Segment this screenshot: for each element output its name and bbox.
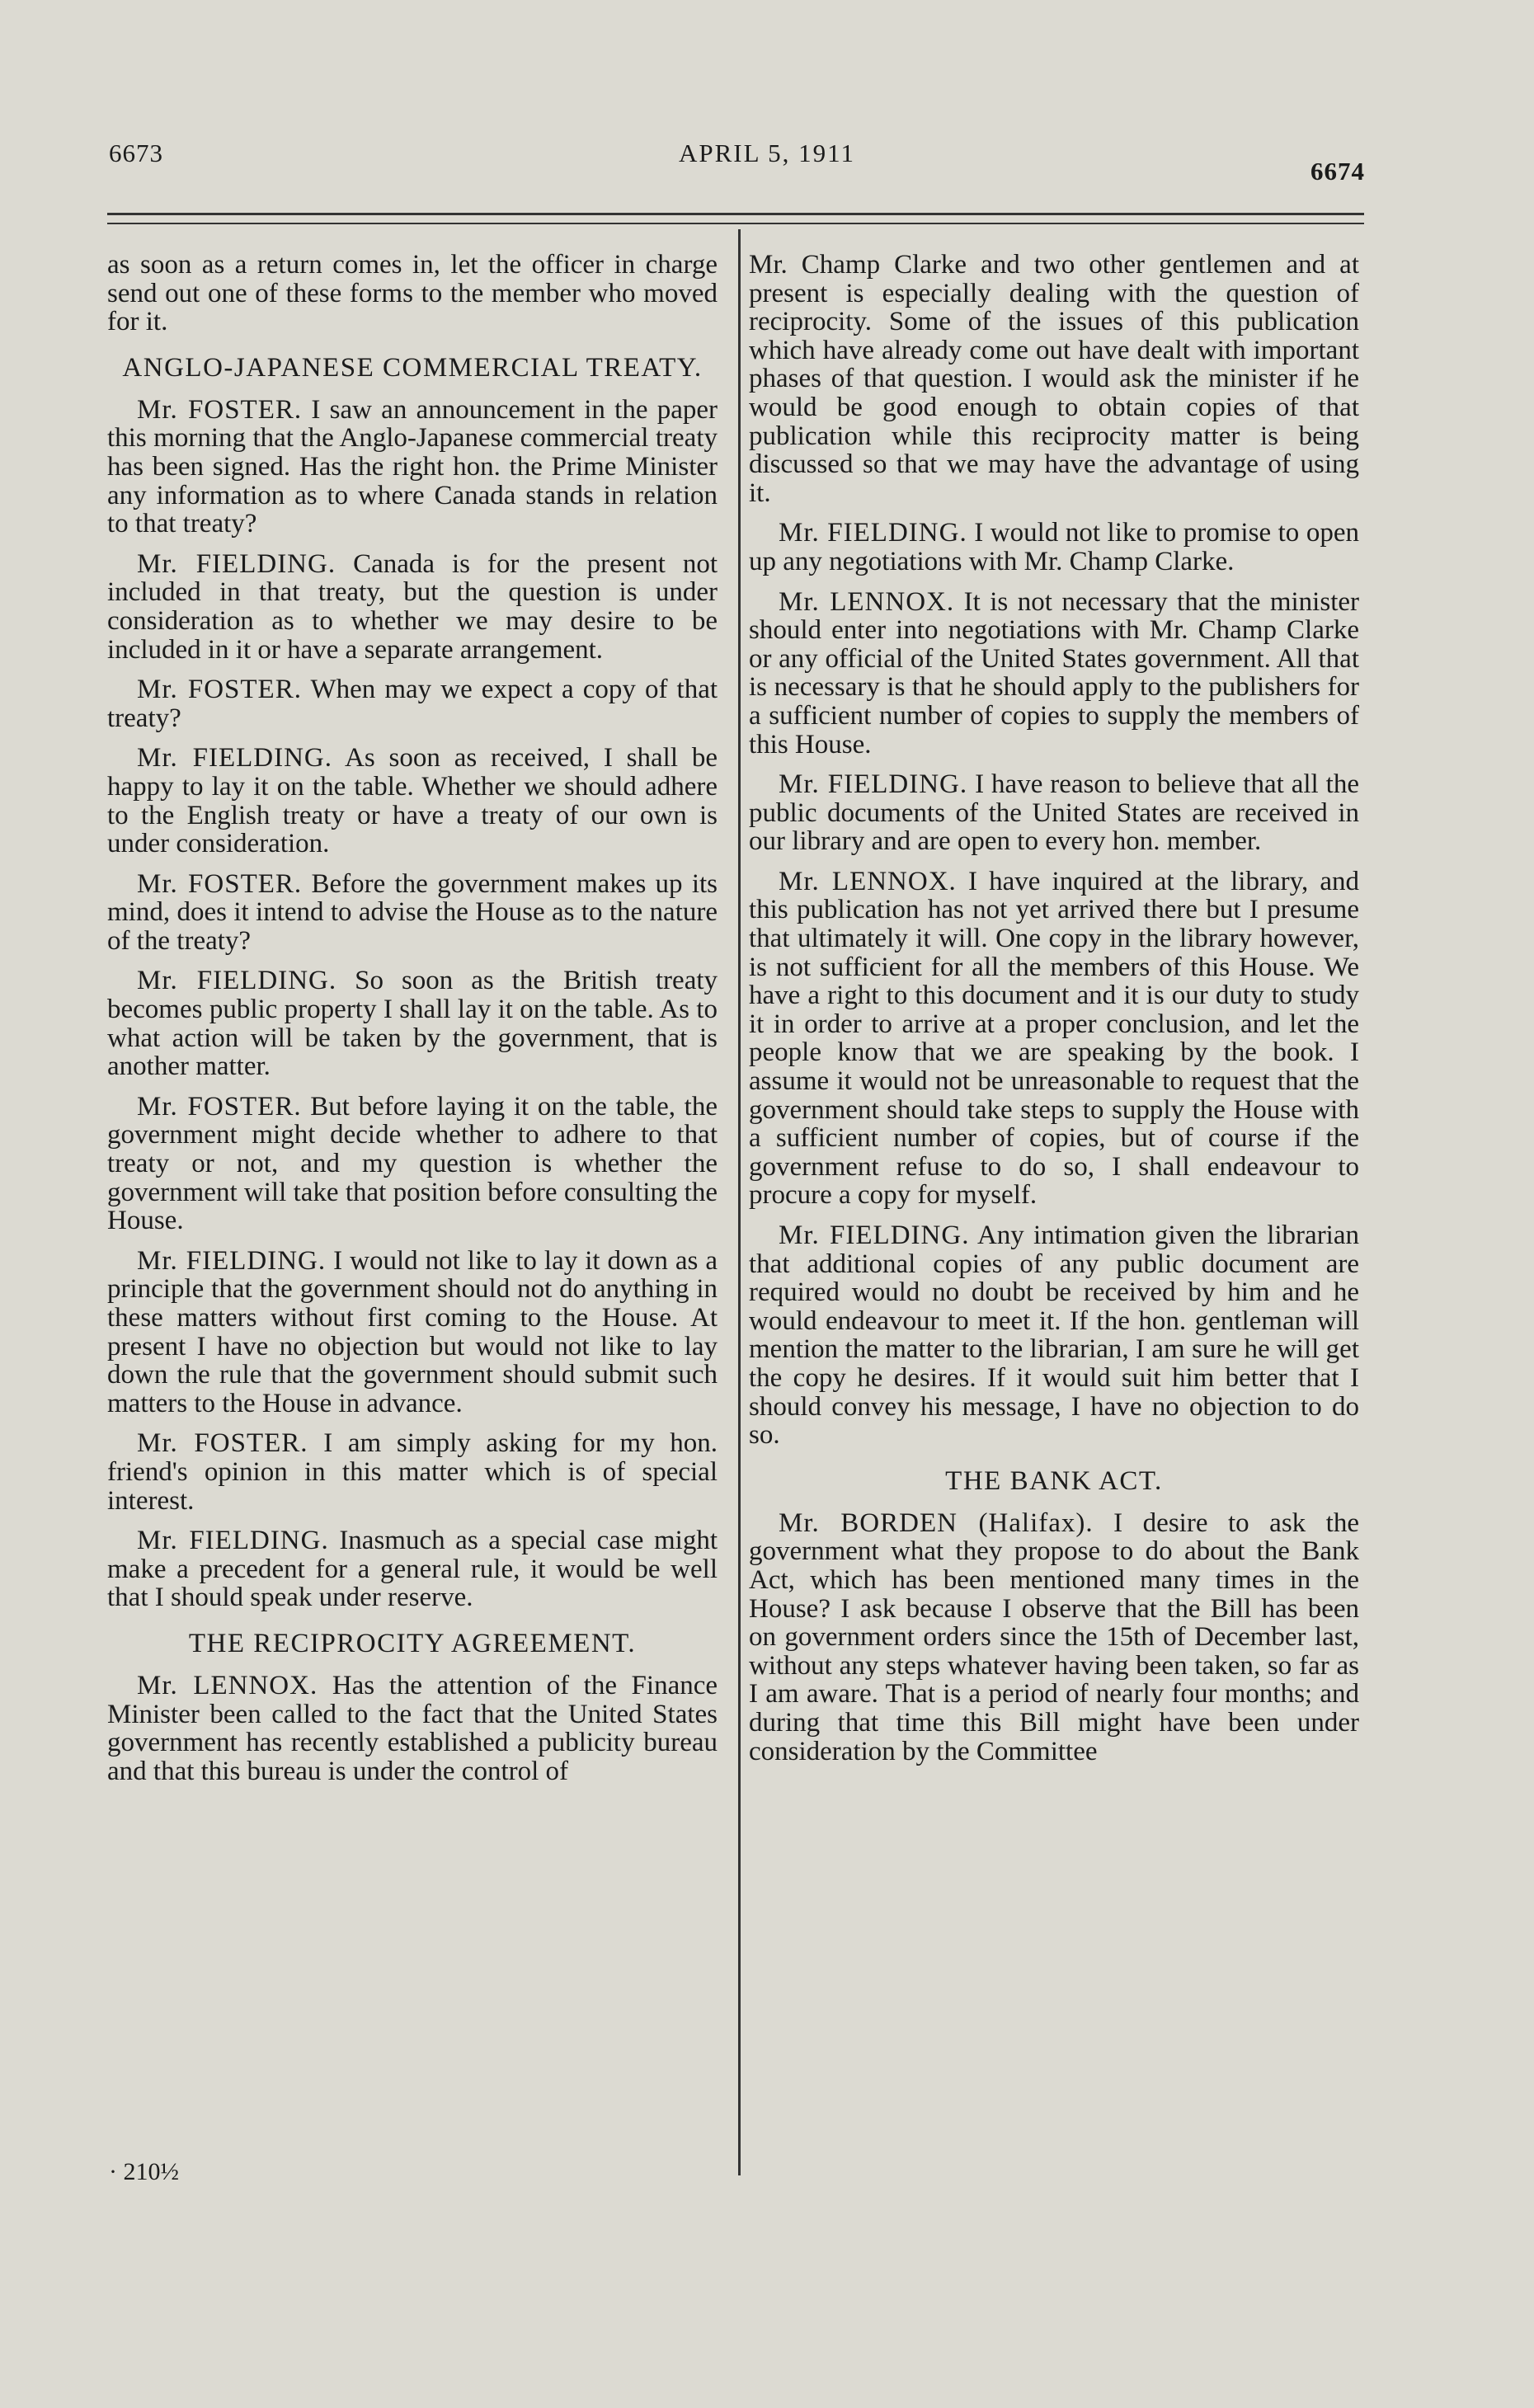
speech-text: Canada is for the present not included in that treaty, but the question is under consideration as to whether we may desire to be included in it or have a separate arrangement. [107,548,718,665]
page-date: APRIL 5, 1911 [678,139,855,167]
column-divider [738,229,741,2175]
left-column [107,251,718,1797]
speaker-name: Mr. FOSTER. [137,1091,302,1122]
paragraph [749,1509,1359,1766]
header-rule-top [107,213,1364,215]
paragraph [107,744,718,858]
paragraph [107,1526,718,1612]
section-heading: ANGLO-JAPANESE COMMERCIAL TREATY. [122,352,703,383]
speech-text: So soon as the British treaty becomes public property I shall lay it on the table. As to what action will be taken by the government, that is another matter. [107,966,718,1082]
speaker-name: Mr. FIELDING. [137,966,337,996]
speech-text: Has the attention of the Finance Minister been called to the fact that the United States government has recently established a publicity bureau and that this bureau is under the control of [107,1670,718,1786]
speech-text: But before laying it on the table, the government might decide whether to adhere to that treaty or not, and my question is whether the government will take that position before consulting the House. [107,1091,718,1236]
speaker-name: Mr. LENNOX. [137,1670,318,1700]
speaker-name: Mr. FIELDING. [779,1220,970,1250]
right-column [749,251,1359,1777]
paragraph [107,870,718,956]
speech-text: Before the government makes up its mind, does it intend to advise the House as to the nature of the treaty? [107,868,718,956]
signature-mark: · 210½ [109,2158,179,2185]
speaker-name: Mr. FOSTER. [137,868,303,899]
speaker-name: Mr. FOSTER. [137,675,302,705]
paragraph: Mr. Champ Clarke and two other gentlemen and at present is especially dealing with the question of reciprocity. Some of the issues of this publication which have already come out have dealt with important phases of that question. I would ask the minister if he would be good enough to obtain copies of that publication while this reciprocity matter is being discussed so that we may have the advantage of using it. [749,250,1359,508]
paragraph [107,396,718,539]
speaker-name: Mr. FIELDING. [137,1245,327,1276]
speech-text: It is not necessary that the minister should enter into negotiations with Mr. Champ Clarke or any official of the United States government. All that is necessary is that he should apply to the publishers for a sufficient number of copies to supply the members of this House. [749,586,1359,760]
paragraph [107,966,718,1080]
paragraph [107,1093,718,1235]
speaker-name: Mr. FIELDING. [137,743,332,774]
paragraph [107,550,718,664]
speaker-name: Mr. FIELDING. [779,518,967,548]
speech-text: I have inquired at the library, and this publication has not yet arrived there but I presume that ultimately it will. One copy in the library however, is not sufficient for all the members of this House. We have a right to this document and it is our duty to study it in order to arrive at a proper conclusion, and let the people know that we are speaking by the book. I assume it would not be unreasonable to request that the government should take steps to supply the House with a sufficient number of copies, but of course if the government refuse to do so, I shall endeavour to procure a copy for myself. [749,866,1359,1211]
page-number-left: 6673 [109,139,163,167]
speaker-name: Mr. FOSTER. [137,394,303,425]
speaker-name: Mr. FIELDING. [137,1526,329,1556]
speech-text: Inasmuch as a special case might make a precedent for a general rule, it would be well that I should speak under reserve. [107,1526,718,1613]
speech-text: As soon as received, I shall be happy to lay it on the table. Whether we should adhere to the English treaty or have a treaty of our own is under consideration. [107,743,718,859]
section-heading: THE BANK ACT. [945,1465,1163,1496]
paragraph [107,675,718,732]
speaker-name: Mr. LENNOX. [779,866,957,896]
speech-text: I am simply asking for my hon. friend's opinion in this matter which is of special interest. [107,1428,718,1516]
speaker-name: Mr. FIELDING. [779,769,968,800]
paragraph [749,1221,1359,1450]
speech-text: I would not like to lay it down as a principle that the government should not do anything in these matters without first coming to the House. At present I have no objection but would not like to lay down the rule that the government should submit such matters to the House in advance. [107,1245,718,1418]
speech-text: When may we expect a copy of that treaty? [107,675,718,733]
paragraph [107,1429,718,1515]
page-number-right: 6674 [1310,157,1365,186]
speaker-name: Mr. LENNOX. [779,586,955,617]
paragraph [749,868,1359,1210]
paragraph [107,1247,718,1418]
section-heading: THE RECIPROCITY AGREEMENT. [188,1628,637,1658]
speaker-name: Mr. FOSTER. [137,1428,308,1459]
paragraph: as soon as a return comes in, let the officer in charge send out one of these forms to the member who moved for it. [107,250,718,337]
paragraph [749,770,1359,856]
header-rule-bottom [107,223,1364,224]
speech-text: I saw an announcement in the paper this morning that the Anglo-Japanese commercial treaty has been signed. Has the right hon. the Prime Minister any information as to where Canada stands in relation to that treaty? [107,394,718,539]
speech-text: I would not like to promise to open up any negotiations with Mr. Champ Clarke. [749,518,1359,576]
paragraph [749,588,1359,760]
speech-text: I desire to ask the government what they propose to do about the Bank Act, which has been mentioned many times in the House? I ask because I observe that the Bill has been on government orders since the 15th of December last, without any steps whatever having been taken, so far as I am aware. That is a period of nearly four months; and during that time this Bill might have been under consideration by the Committee [749,1507,1359,1766]
speech-text: Any intimation given the librarian that additional copies of any public document are required would no doubt be received by him and he would endeavour to meet it. If the hon. gentleman will mention the matter to the librarian, I am sure he will get the copy he desires. If it would suit him better that I should convey his message, I have no objection to do so. [749,1220,1360,1451]
speaker-name: Mr. FIELDING. [137,548,336,579]
speaker-name: Mr. BORDEN (Halifax). [779,1507,1094,1538]
paragraph [749,519,1359,576]
signature-number: 210½ [123,2158,179,2185]
paragraph [107,1672,718,1785]
speech-text: I have reason to believe that all the public documents of the United States are received in our library and are open to every hon. member. [749,769,1360,857]
